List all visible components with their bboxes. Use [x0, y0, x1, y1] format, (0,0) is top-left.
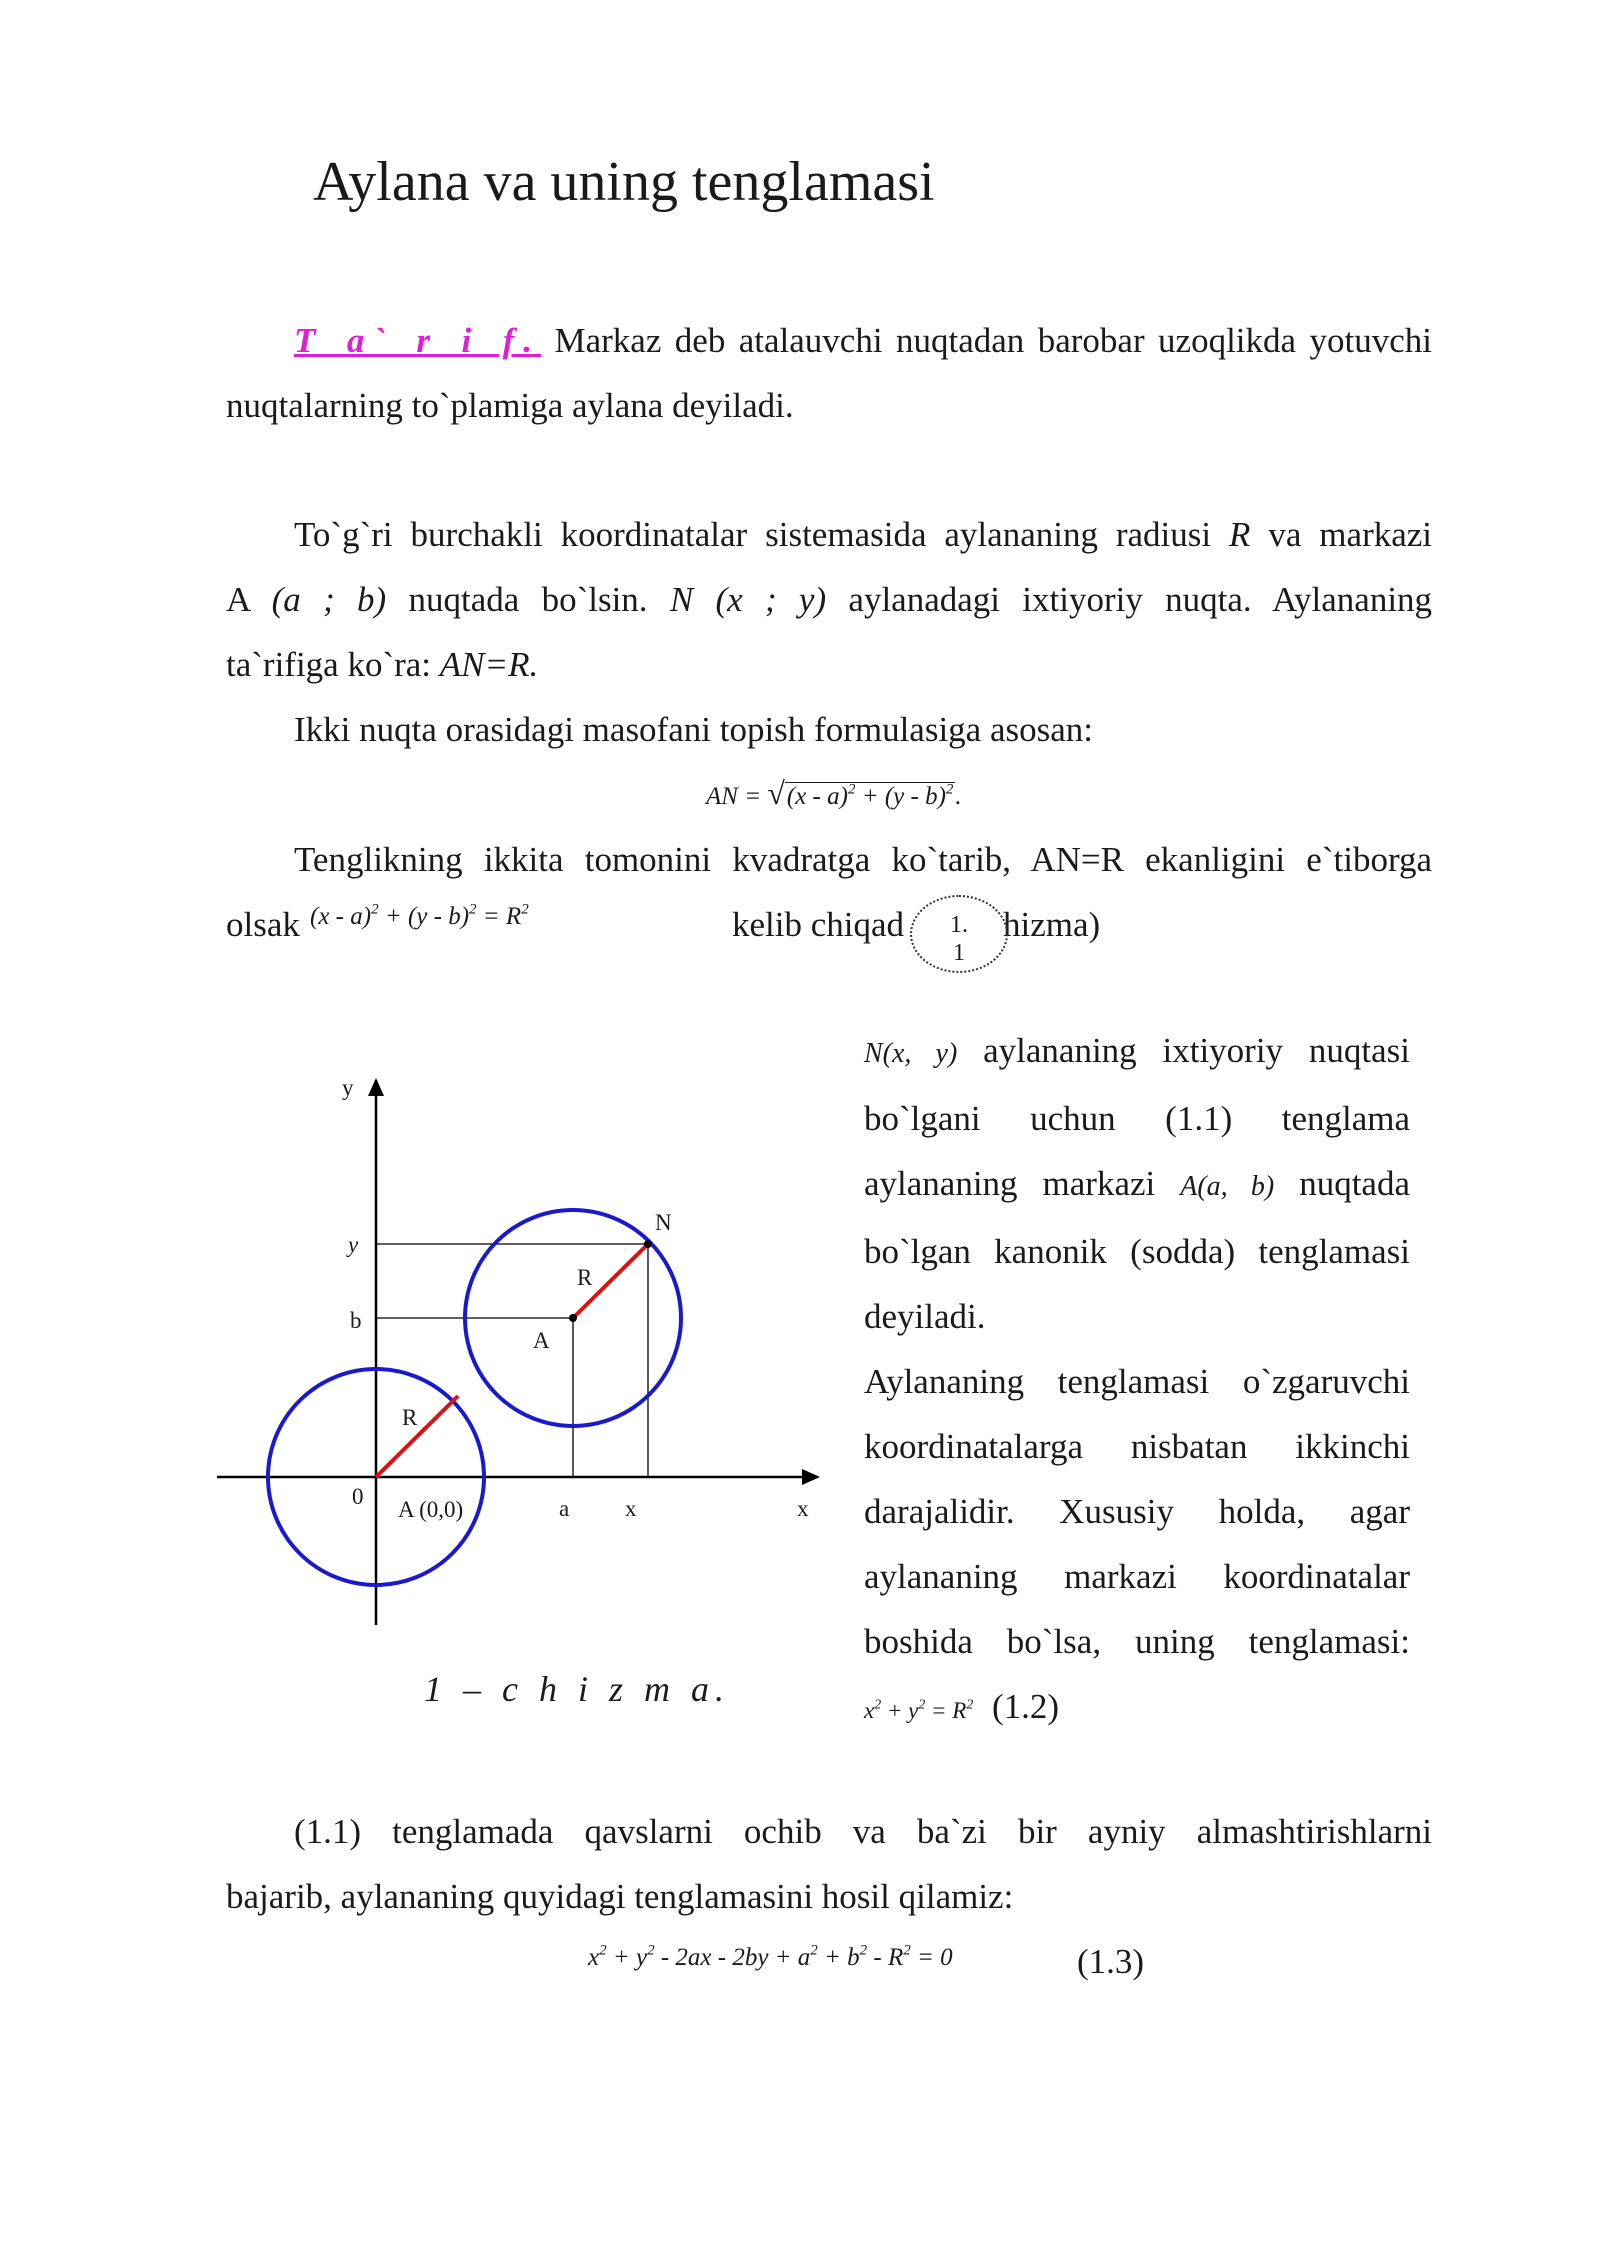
para2-text-c: nuqtada bo`lsin. — [408, 580, 648, 619]
x-axis-arrow-icon — [802, 1469, 820, 1485]
page-title: Aylana va uning tenglamasi — [313, 151, 935, 213]
right-text-1: aylananing ixtiyoriy nuqtasi — [983, 1031, 1410, 1070]
a-tick-label: a — [559, 1496, 570, 1521]
radius-label-lower: R — [402, 1405, 418, 1430]
point-n — [644, 1240, 652, 1248]
point-n-coords: N (x ; y) — [669, 580, 827, 619]
definition-line-1 — [226, 308, 1432, 373]
n-xy-math: N(x, y) — [864, 1038, 958, 1069]
an-equals-r: AN=R. — [439, 645, 539, 684]
para2-line-2 — [226, 567, 1432, 632]
para2-text-d: aylanadagi ixtiyoriy nuqta. Aylananing — [848, 580, 1433, 619]
n-label: N — [655, 1210, 672, 1235]
y-tick-label: y — [348, 1232, 359, 1257]
right-line-5: deyiladi. — [864, 1297, 986, 1336]
y-axis-arrow-icon — [368, 1078, 384, 1096]
origin-center-label: A (0,0) — [398, 1497, 464, 1522]
para3: Ikki nuqta orasidagi masofani topish formulasiga asosan: — [294, 710, 1094, 749]
right-line-8: darajalidir. Xususiy holda, agar — [864, 1492, 1410, 1531]
origin-label: 0 — [352, 1484, 364, 1509]
right-line-4: bo`lgan kanonik (sodda) tenglamasi — [864, 1232, 1410, 1271]
right-text-3b: nuqtada — [1299, 1164, 1410, 1203]
radius-label-upper: R — [577, 1265, 593, 1290]
right-line-11 — [864, 1674, 1410, 1743]
right-line-10: boshida bo`lsa, uning tenglamasi: — [864, 1622, 1410, 1661]
right-text-3a: aylananing markazi — [864, 1164, 1156, 1203]
circle-diagram — [200, 1060, 840, 1640]
equation-1-2-number: (1.2) — [992, 1687, 1060, 1726]
distance-formula: AN = √(x - a)$^2$ + (y - b)$^2$. — [706, 775, 962, 811]
equation-1-2: $x^2 + y^2 = R^2$ — [864, 1696, 974, 1723]
para5-line-2: bajarib, aylananing quyidagi tenglamasini hosil qilamiz: — [226, 1877, 1014, 1916]
x-axis-label: x — [797, 1496, 809, 1521]
definition-text-1: Markaz deb atalauvchi nuqtadan barobar uzoqlikda yotuvchi — [554, 321, 1432, 360]
figure-caption: 1 – c h i z m a. — [424, 1669, 730, 1709]
para5-line-1: (1.1) tenglamada qavslarni ochib va ba`zi bir ayniy almashtirishlarni — [294, 1812, 1432, 1851]
equation-1-3-number: (1.3) — [1077, 1942, 1145, 1981]
equation-1-3: $x^2 + y^2 - 2ax - 2by + a^2 + b^2 - R^2 = 0$ — [588, 1942, 953, 1971]
right-line-3 — [864, 1151, 1410, 1219]
a-ab-math: A(a, b) — [1180, 1171, 1275, 1202]
definition-line-2: nuqtalarning to`plamiga aylana deyiladi. — [226, 386, 794, 425]
para4-kelib: kelib chiqad — [732, 905, 905, 944]
b-tick-label: b — [350, 1308, 362, 1333]
right-column — [864, 1018, 1410, 1743]
point-a — [569, 1314, 577, 1322]
para4-chizma: hizma) — [1003, 905, 1101, 944]
x-tick-label: x — [625, 1496, 637, 1521]
equation-number-bubble: 1. 1 — [910, 895, 1008, 973]
para4-line-1: Tenglikning ikkita tomonini kvadratga ko`tarib, AN=R ekanligini e`tiborga — [294, 840, 1432, 879]
radius-symbol: R — [1229, 515, 1251, 554]
para2-text-e: ta`rifiga ko`ra: — [226, 645, 432, 684]
right-line-7: koordinatalarga nisbatan ikkinchi — [864, 1427, 1410, 1466]
right-line-6: Aylananing tenglamasi o`zgaruvchi — [864, 1362, 1410, 1401]
para2-text-a: To`g`ri burchakli koordinatalar sistemasida aylananing radiusi — [294, 515, 1212, 554]
para2-point-a: A — [226, 580, 250, 619]
y-axis-label: y — [342, 1075, 354, 1100]
para2-line-3 — [226, 632, 1432, 697]
circle-equation-1-1: $(x - a)^2 + (y - b)^2 = R^2$ — [310, 901, 529, 930]
center-coords: (a ; b) — [271, 580, 387, 619]
right-line-2: bo`lgani uchun (1.1) tenglama — [864, 1099, 1410, 1138]
para2-line-1 — [226, 502, 1432, 567]
a-label: A — [533, 1328, 550, 1353]
definition-term: T a` r i f. — [294, 321, 542, 360]
para4-olsak: olsak — [226, 905, 300, 944]
para2-text-b: va markazi — [1268, 515, 1433, 554]
right-line-1 — [864, 1018, 1410, 1086]
right-line-9: aylananing markazi koordinatalar — [864, 1557, 1410, 1596]
